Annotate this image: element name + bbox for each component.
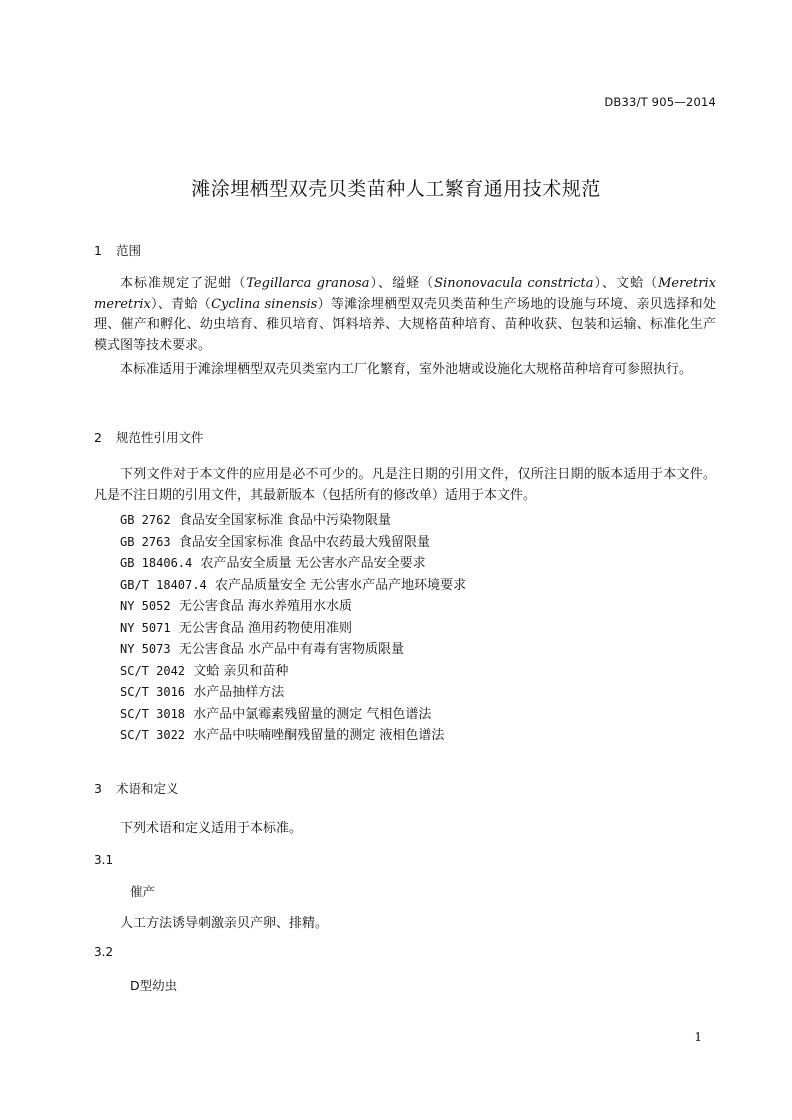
reference-code: SC/T 3018 [120, 706, 186, 721]
reference-code: SC/T 2042 [120, 663, 186, 678]
reference-code: GB 18406.4 [120, 556, 193, 570]
species-name: Sinonovacula constricta [434, 276, 594, 291]
reference-title: 文蛤 亲贝和苗种 [193, 663, 289, 679]
reference-code: NY 5052 [120, 599, 171, 613]
reference-code: GB 2762 [120, 513, 171, 527]
reference-code: NY 5071 [120, 620, 171, 635]
term-name: D型幼虫 [130, 978, 178, 993]
term-definition: 人工方法诱导刺激亲贝产卵、排精。 [120, 916, 329, 931]
reference-code: NY 5073 [120, 642, 171, 656]
reference-title: 食品安全国家标准 食品中污染物限量 [178, 513, 391, 528]
reference-title: 农产品质量安全 无公害水产品产地环境要求 [214, 577, 467, 593]
reference-item [120, 575, 466, 597]
reference-code: SC/T 3022 [120, 728, 186, 742]
reference-item [120, 596, 466, 618]
document-code: DB33/T 905—2014 [604, 95, 716, 109]
reference-item [120, 725, 466, 747]
section-number: 1 [94, 243, 102, 258]
section-heading-normative-references [94, 428, 204, 446]
reference-title: 农产品安全质量 无公害水产品安全要求 [200, 556, 426, 571]
text-run: ）、青蛤（ [150, 296, 212, 312]
reference-item [120, 704, 466, 726]
section-number: 3 [94, 781, 102, 796]
reference-item [120, 639, 466, 661]
reference-title: 食品安全国家标准 食品中农药最大残留限量 [178, 534, 430, 550]
species-name: Tegillarca granosa [246, 276, 370, 291]
text-run: ）等滩涂埋栖型双壳贝类苗种生产场地的设施与环境、亲贝选择和处理、催产和孵化、幼虫培育、稚贝培育、饵料培养、大规格苗种培育、苗种收获、包装和运输、标准化生产模式图等技术要求。 [94, 296, 716, 353]
section-title: 规范性引用文件 [116, 430, 204, 445]
section-heading-terms [94, 779, 179, 797]
reference-list [120, 510, 466, 747]
scope-paragraph-2: 本标准适用于滩涂埋栖型双壳贝类室内工厂化繁育，室外池塘或设施化大规格苗种培育可参照执行。 [120, 362, 693, 377]
reference-item [120, 510, 466, 532]
section-heading-scope [94, 241, 141, 259]
reference-item [120, 661, 466, 683]
reference-title: 水产品抽样方法 [193, 685, 285, 700]
reference-code: GB 2763 [120, 534, 171, 549]
page-number: 1 [694, 1030, 702, 1044]
reference-title: 无公害食品 水产品中有毒有害物质限量 [178, 642, 404, 657]
references-intro: 下列文件对于本文件的应用是必不可少的。凡是注日期的引用文件，仅所注日期的版本适用于本文件。凡是不注日期的引用文件，其最新版本（包括所有的修改单）适用于本文件。 [94, 467, 716, 503]
reference-title: 水产品中氯霉素残留量的测定 气相色谱法 [193, 706, 432, 722]
species-name: Meretrix meretrix [94, 276, 716, 312]
section-title: 术语和定义 [116, 781, 179, 796]
section-title: 范围 [116, 243, 142, 258]
scope-paragraph-1 [94, 274, 716, 356]
species-name: Cyclina sinensis [211, 296, 318, 312]
reference-item [120, 532, 466, 554]
reference-item [120, 553, 466, 575]
text-run: ）、文蛤（ [593, 276, 659, 291]
page-title: 滩涂埋栖型双壳贝类苗种人工繁育通用技术规范 [191, 178, 601, 200]
reference-code: GB/T 18407.4 [120, 577, 207, 592]
term-number: 3.2 [94, 945, 114, 959]
reference-title: 水产品中呋喃唑酮残留量的测定 液相色谱法 [193, 728, 445, 743]
term-number: 3.1 [94, 853, 114, 867]
text-run: ）、缢蛏（ [369, 276, 435, 291]
reference-item [120, 682, 466, 704]
reference-title: 无公害食品 渔用药物使用准则 [178, 620, 352, 636]
reference-title: 无公害食品 海水养殖用水水质 [178, 599, 352, 614]
reference-item [120, 618, 466, 640]
text-run: 本标准规定了泥蚶（ [120, 276, 247, 291]
term-name: 催产 [130, 884, 156, 899]
section-number: 2 [94, 430, 102, 445]
reference-code: SC/T 3016 [120, 685, 186, 699]
terms-intro: 下列术语和定义适用于本标准。 [120, 821, 303, 836]
